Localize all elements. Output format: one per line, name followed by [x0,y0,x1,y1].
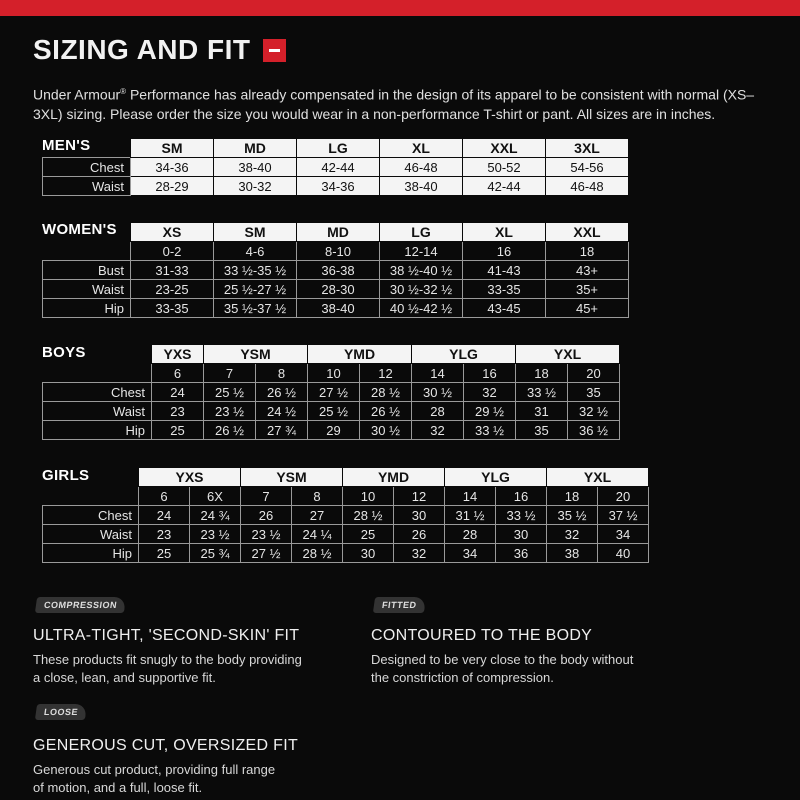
table-cell: 23 ½ [190,525,241,544]
table-cell: 25 ½ [204,383,256,402]
womens-size-md: MD [297,223,380,242]
table-cell: 45+ [546,299,629,318]
row-label: Hip [43,299,131,318]
table-cell: 29 ½ [464,402,516,421]
row-label: Hip [43,421,152,440]
row-label: Waist [43,525,139,544]
table-cell: 30-32 [214,177,297,196]
table-cell: 18 [546,242,629,261]
table-cell: 25 [343,525,394,544]
womens-size-table [42,222,629,318]
table-cell: 25 ¾ [190,544,241,563]
page-title: SIZING AND FIT [33,34,251,65]
womens-numeric-row [43,242,629,261]
table-cell: 32 [547,525,598,544]
table-cell: 6 [139,487,190,506]
table-cell: 4-6 [214,242,297,261]
mens-size-table [42,138,629,196]
table-cell: 10 [308,364,360,383]
compression-desc-line2: a close, lean, and supportive fit. [33,670,216,685]
womens-label: WOMEN'S [42,221,117,238]
table-cell: 36-38 [297,261,380,280]
table-cell: 32 [394,544,445,563]
table-cell: 20 [598,487,649,506]
table-cell: 35+ [546,280,629,299]
table-cell: 18 [547,487,598,506]
fitted-badge-icon: FITTED [373,597,426,613]
blank-cell [43,487,139,506]
table-cell: 12 [360,364,412,383]
girls-size-header-row [43,468,649,487]
compression-badge-icon: COMPRESSION [35,597,126,613]
blank-cell [43,364,152,383]
table-cell: 30 [496,525,547,544]
blank-cell [43,468,139,487]
boys-size-ymd: YMD [308,345,412,364]
table-cell: 54-56 [546,158,629,177]
table-cell: 28 ½ [343,506,394,525]
title-row [33,34,286,66]
table-cell: 28-29 [131,177,214,196]
table-cell: 38 ½-40 ½ [380,261,463,280]
row-label: Chest [43,506,139,525]
blank-cell [43,242,131,261]
table-cell: 10 [343,487,394,506]
boys-row-waist [43,402,620,421]
table-cell: 27 ¾ [256,421,308,440]
row-label: Waist [43,280,131,299]
table-cell: 20 [568,364,620,383]
mens-row-waist [43,177,629,196]
table-cell: 50-52 [463,158,546,177]
boys-row-chest [43,383,620,402]
compression-desc-line1: These products fit snugly to the body providing [33,652,302,667]
table-cell: 23 ½ [204,402,256,421]
table-cell: 28 [445,525,496,544]
table-cell: 33 ½ [496,506,547,525]
table-cell: 38 [547,544,598,563]
table-cell: 7 [204,364,256,383]
loose-fit-title: GENEROUS CUT, OVERSIZED FIT [33,737,299,754]
table-cell: 7 [241,487,292,506]
table-cell: 37 ½ [598,506,649,525]
womens-size-sm: SM [214,223,297,242]
table-cell: 35 [516,421,568,440]
table-cell: 35 [568,383,620,402]
table-cell: 30 ½-32 ½ [380,280,463,299]
table-cell: 6X [190,487,241,506]
table-cell: 12 [394,487,445,506]
table-cell: 32 [412,421,464,440]
table-cell: 35 ½-37 ½ [214,299,297,318]
girls-size-yxs: YXS [139,468,241,487]
boys-size-ysm: YSM [204,345,308,364]
table-cell: 23 [139,525,190,544]
table-cell: 16 [464,364,516,383]
table-cell: 25 ½-27 ½ [214,280,297,299]
table-cell: 33 ½ [516,383,568,402]
loose-desc-line2: of motion, and a full, loose fit. [33,780,203,795]
table-cell: 33-35 [463,280,546,299]
mens-label: MEN'S [42,137,91,154]
table-cell: 12-14 [380,242,463,261]
boys-numeric-row [43,364,620,383]
table-cell: 28 ½ [360,383,412,402]
loose-desc-line1: Generous cut product, providing full range [33,762,276,777]
womens-size-header-row [43,223,629,242]
table-cell: 34 [445,544,496,563]
compression-fit-title: ULTRA-TIGHT, 'SECOND-SKIN' FIT [33,627,300,644]
table-cell: 24 [139,506,190,525]
loose-badge-icon: LOOSE [35,704,87,720]
table-cell: 31 [516,402,568,421]
womens-size-xs: XS [131,223,214,242]
girls-row-waist [43,525,649,544]
table-cell: 26 ½ [204,421,256,440]
table-cell: 25 [139,544,190,563]
top-accent-bar [0,0,800,16]
table-cell: 33 ½-35 ½ [214,261,297,280]
table-cell: 8 [292,487,343,506]
mens-size-lg: LG [297,139,380,158]
girls-numeric-row [43,487,649,506]
mens-size-header-row [43,139,629,158]
row-label: Hip [43,544,139,563]
table-cell: 40 [598,544,649,563]
table-cell: 34 [598,525,649,544]
womens-size-xxl: XXL [546,223,629,242]
table-cell: 30 ½ [360,421,412,440]
collapse-minus-button[interactable] [263,39,286,62]
table-cell: 30 [343,544,394,563]
table-cell: 23 ½ [241,525,292,544]
table-cell: 27 ½ [241,544,292,563]
blank-cell [43,345,152,364]
table-cell: 32 [464,383,516,402]
row-label: Chest [43,383,152,402]
compression-fit-desc [33,651,302,687]
table-cell: 24 ¼ [292,525,343,544]
loose-fit-desc [33,761,275,797]
table-cell: 8 [256,364,308,383]
intro-part1: Under Armour [33,86,121,103]
boys-row-hip [43,421,620,440]
table-cell: 28 [412,402,464,421]
table-cell: 26 [241,506,292,525]
womens-row-bust [43,261,629,280]
table-cell: 27 ½ [308,383,360,402]
row-label: Chest [43,158,131,177]
boys-size-header-row [43,345,620,364]
womens-row-waist [43,280,629,299]
table-cell: 34-36 [131,158,214,177]
fitted-fit-desc [371,651,633,687]
table-cell: 42-44 [297,158,380,177]
table-cell: 24 ¾ [190,506,241,525]
table-cell: 43+ [546,261,629,280]
table-cell: 25 ½ [308,402,360,421]
table-cell: 16 [463,242,546,261]
table-cell: 38-40 [297,299,380,318]
boys-size-table [42,344,620,440]
table-cell: 42-44 [463,177,546,196]
fitted-desc-line1: Designed to be very close to the body without [371,652,634,667]
table-cell: 8-10 [297,242,380,261]
row-label: Bust [43,261,131,280]
table-cell: 23 [152,402,204,421]
mens-size-sm: SM [131,139,214,158]
table-cell: 41-43 [463,261,546,280]
table-cell: 18 [516,364,568,383]
womens-row-hip [43,299,629,318]
girls-label: GIRLS [42,467,90,484]
table-cell: 46-48 [380,158,463,177]
table-cell: 16 [496,487,547,506]
girls-size-ymd: YMD [343,468,445,487]
table-cell: 0-2 [131,242,214,261]
table-cell: 34-36 [297,177,380,196]
table-cell: 43-45 [463,299,546,318]
intro-text [33,82,778,124]
minus-icon [269,49,280,52]
table-cell: 6 [152,364,204,383]
boys-size-yxs: YXS [152,345,204,364]
fitted-desc-line2: the constriction of compression. [371,670,554,685]
table-cell: 24 [152,383,204,402]
table-cell: 31-33 [131,261,214,280]
registered-mark: ® [120,87,127,96]
girls-size-yxl: YXL [547,468,649,487]
table-cell: 28-30 [297,280,380,299]
row-label: Waist [43,402,152,421]
table-cell: 30 [394,506,445,525]
girls-row-hip [43,544,649,563]
mens-size-md: MD [214,139,297,158]
table-cell: 28 ½ [292,544,343,563]
girls-row-chest [43,506,649,525]
table-cell: 36 ½ [568,421,620,440]
boys-label: BOYS [42,344,86,361]
table-cell: 33-35 [131,299,214,318]
table-cell: 14 [412,364,464,383]
table-cell: 46-48 [546,177,629,196]
boys-size-yxl: YXL [516,345,620,364]
table-cell: 38-40 [214,158,297,177]
fitted-fit-title: CONTOURED TO THE BODY [371,627,593,644]
girls-size-ylg: YLG [445,468,547,487]
table-cell: 29 [308,421,360,440]
table-cell: 27 [292,506,343,525]
table-cell: 33 ½ [464,421,516,440]
boys-size-ylg: YLG [412,345,516,364]
table-cell: 25 [152,421,204,440]
table-cell: 32 ½ [568,402,620,421]
table-cell: 14 [445,487,496,506]
table-cell: 36 [496,544,547,563]
womens-size-lg: LG [380,223,463,242]
table-cell: 26 [394,525,445,544]
mens-size-3xl: 3XL [546,139,629,158]
blank-cell [43,223,131,242]
mens-size-xxl: XXL [463,139,546,158]
table-cell: 38-40 [380,177,463,196]
mens-row-chest [43,158,629,177]
table-cell: 26 ½ [256,383,308,402]
table-cell: 26 ½ [360,402,412,421]
table-cell: 30 ½ [412,383,464,402]
blank-cell [43,139,131,158]
table-cell: 24 ½ [256,402,308,421]
table-cell: 35 ½ [547,506,598,525]
mens-size-xl: XL [380,139,463,158]
row-label: Waist [43,177,131,196]
intro-part2: Performance has already compensated in the design of its apparel to be consistent with normal (XS–3XL) sizing. Please order the size you would wear in a non-performance T-shirt or pant. All sizes are in inches. [33,86,755,122]
girls-size-table [42,467,649,563]
table-cell: 23-25 [131,280,214,299]
table-cell: 40 ½-42 ½ [380,299,463,318]
womens-size-xl: XL [463,223,546,242]
table-cell: 31 ½ [445,506,496,525]
girls-size-ysm: YSM [241,468,343,487]
